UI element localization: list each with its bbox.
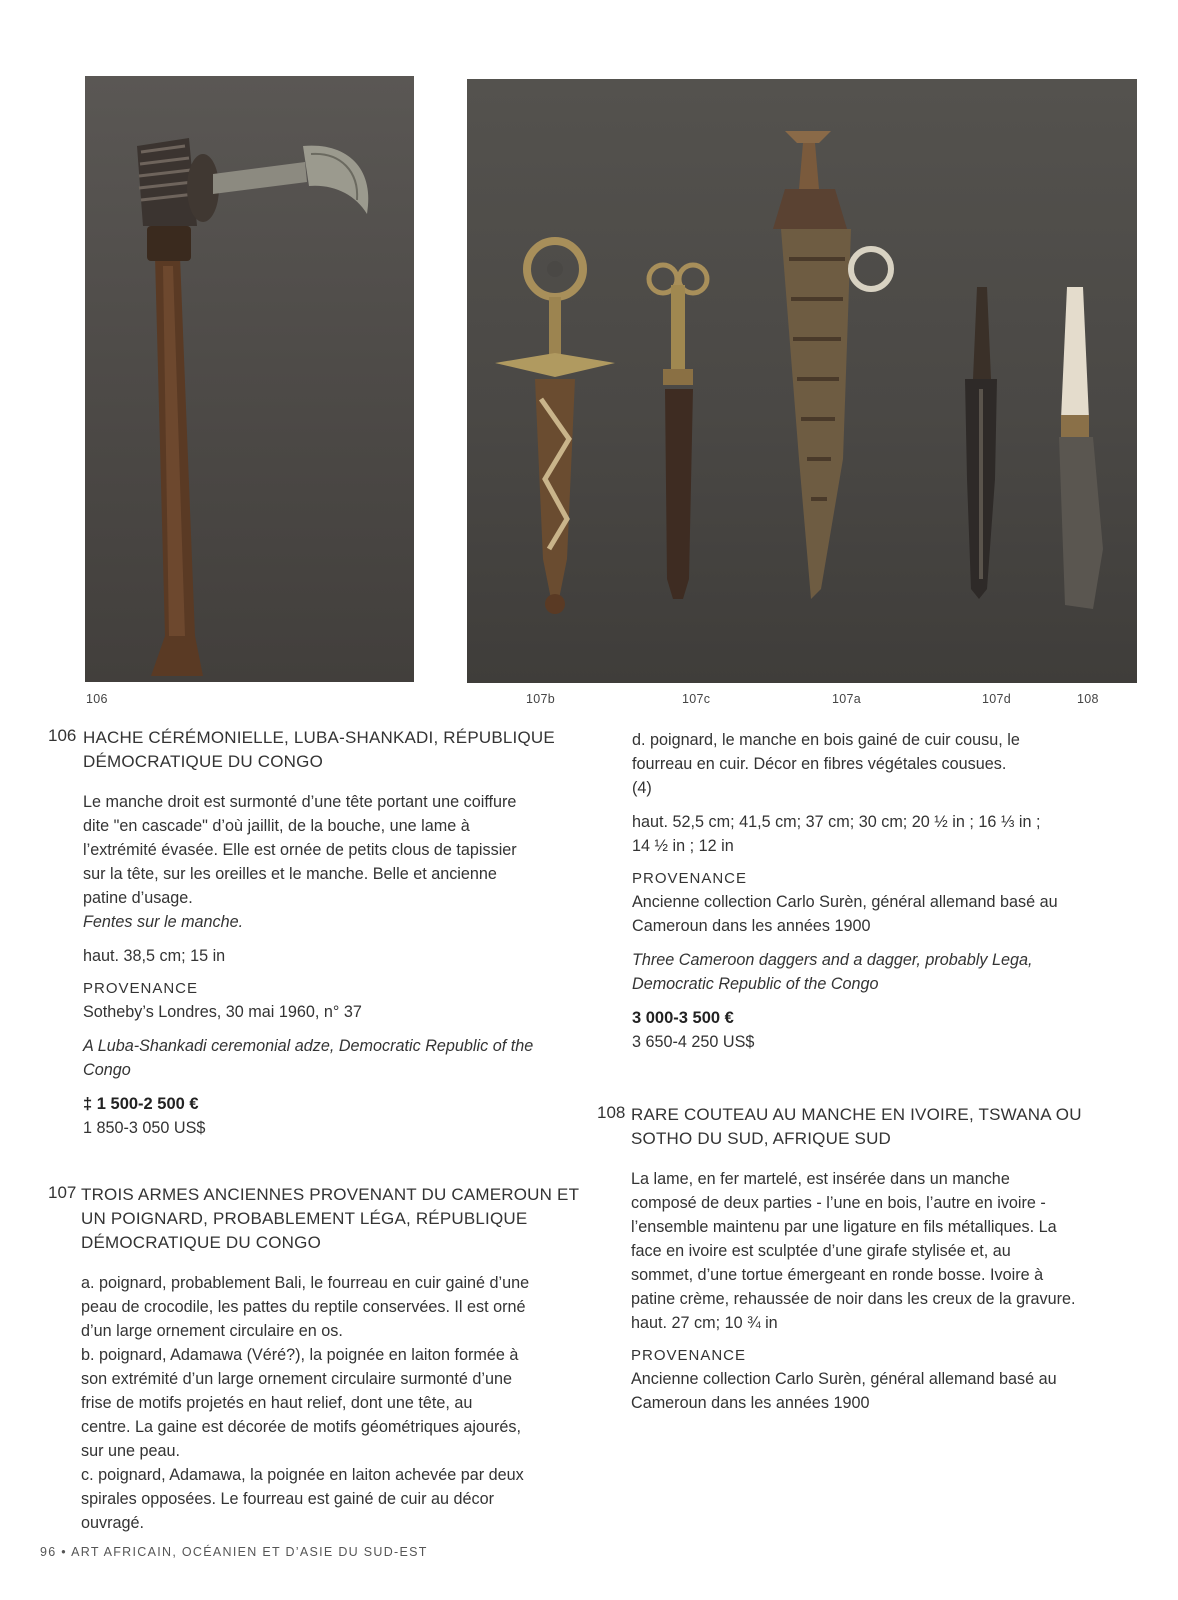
- lot-108-desc-line: l’ensemble maintenu par une ligature en fils métalliques. La: [631, 1218, 1057, 1236]
- lot-107-provenance-heading: PROVENANCE: [632, 870, 748, 887]
- photo-caption-107c: 107c: [682, 692, 711, 706]
- lot-107-desc-line: frise de motifs projetés en haut relief, dont une tête, au: [81, 1394, 473, 1412]
- lot-108-desc-line: face en ivoire est sculptée d’une girafe stylisée et, au: [631, 1242, 1011, 1260]
- dagger-107b: [495, 241, 615, 614]
- lot-107-desc-line: b. poignard, Adamawa (Véré?), la poignée en laiton formée à: [81, 1346, 519, 1364]
- lot-107-title-line-2: UN POIGNARD, PROBABLEMENT LÉGA, RÉPUBLIQUE: [81, 1209, 528, 1228]
- lot-108-desc-line: sommet, d’une tortue émergeant en ronde bosse. Ivoire à: [631, 1266, 1044, 1284]
- lot-106-title-line-1: HACHE CÉRÉMONIELLE, LUBA-SHANKADI, RÉPUBLIQUE: [83, 728, 555, 747]
- daggers-illustration: [467, 79, 1137, 683]
- lot-107-english-title: Three Cameroon daggers and a dagger, probably Lega,: [632, 951, 1033, 969]
- lot-107-desc-line: son extrémité d’un large ornement circulaire surmonté d’une: [81, 1370, 512, 1388]
- lot-107-desc-line: centre. La gaine est décorée de motifs géométriques ajourés,: [81, 1418, 522, 1436]
- lot-107-estimate-eur: 3 000-3 500 €: [632, 1009, 734, 1027]
- photo-lots-107-108: [467, 79, 1137, 683]
- footer-bullet: •: [61, 1545, 67, 1559]
- photo-caption-107b: 107b: [526, 692, 556, 706]
- lot-107-desc-line: fourreau en cuir. Décor en fibres végétales cousues.: [632, 755, 1007, 773]
- lot-108-provenance-heading: PROVENANCE: [631, 1347, 747, 1364]
- lot-107-dimensions: haut. 52,5 cm; 41,5 cm; 37 cm; 30 cm; 20 ½ in ; 16 ⅓ in ;: [632, 813, 1041, 831]
- photo-caption-107a: 107a: [832, 692, 862, 706]
- page-footer: [40, 1545, 428, 1559]
- lot-106: [83, 726, 603, 1140]
- lot-108-dimensions: haut. 27 cm; 10 ¾ in: [631, 1314, 778, 1332]
- lot-107-desc-line: peau de crocodile, les pattes du reptile conservées. Il est orné: [81, 1298, 526, 1316]
- lot-107-provenance: Ancienne collection Carlo Surèn, général allemand basé au: [632, 893, 1058, 911]
- dagger-107a: [773, 131, 891, 599]
- catalogue-section-title: ART AFRICAIN, OCÉANIEN ET D’ASIE DU SUD-EST: [71, 1545, 428, 1559]
- lot-108-desc-line: La lame, en fer martelé, est insérée dans un manche: [631, 1170, 1010, 1188]
- lot-106-desc-line: sur la tête, sur les oreilles et le manche. Belle et ancienne: [83, 865, 497, 883]
- lot-106-estimate-usd: 1 850-3 050 US$: [83, 1119, 206, 1137]
- lot-107-desc-line: a. poignard, probablement Bali, le fourreau en cuir gainé d’une: [81, 1274, 530, 1292]
- lot-106-desc-line: patine d’usage.: [83, 889, 193, 907]
- lot-107-provenance: Cameroun dans les années 1900: [632, 917, 871, 935]
- lot-106-condition: Fentes sur le manche.: [83, 913, 244, 931]
- lot-107-desc-line: spirales opposées. Le fourreau est gainé de cuir au décor: [81, 1490, 495, 1508]
- lot-107-desc-line: (4): [632, 779, 652, 797]
- photo-caption-106: 106: [86, 692, 108, 706]
- dagger-107d: [965, 287, 997, 599]
- lot-106-estimate-eur: ‡ 1 500-2 500 €: [83, 1095, 199, 1113]
- lot-108-desc-line: patine crème, rehaussée de noir dans les creux de la gravure.: [631, 1290, 1076, 1308]
- lot-107-title-line-3: DÉMOCRATIQUE DU CONGO: [81, 1233, 322, 1252]
- lot-number-108: 108: [597, 1103, 626, 1122]
- lot-106-provenance: Sotheby’s Londres, 30 mai 1960, n° 37: [83, 1003, 362, 1021]
- lot-106-desc-line: dite "en cascade" d’où jaillit, de la bouche, une lame à: [83, 817, 470, 835]
- lot-108-provenance: Ancienne collection Carlo Surèn, général allemand basé au: [631, 1370, 1057, 1388]
- lot-107-desc-line: d. poignard, le manche en bois gainé de cuir cousu, le: [632, 731, 1020, 749]
- lot-108-title-line-2: SOTHO DU SUD, AFRIQUE SUD: [631, 1129, 892, 1148]
- lot-107-desc-line: sur une peau.: [81, 1442, 180, 1460]
- lot-106-desc-line: Le manche droit est surmonté d’une tête portant une coiffure: [83, 793, 517, 811]
- lot-106-desc-line: l’extrémité évasée. Elle est ornée de petits clous de tapissier: [83, 841, 517, 859]
- lot-107-continued: [632, 728, 1152, 1054]
- lot-106-provenance-heading: PROVENANCE: [83, 980, 199, 997]
- adze-illustration: [85, 76, 414, 682]
- lot-108-provenance: Cameroun dans les années 1900: [631, 1394, 870, 1412]
- photo-caption-108: 108: [1077, 692, 1099, 706]
- lot-107-dimensions: 14 ½ in ; 12 in: [632, 837, 734, 855]
- lot-107: [81, 1183, 601, 1535]
- photo-lot-106: [85, 76, 414, 682]
- knife-108: [1059, 287, 1103, 609]
- lot-107-desc-line: d’un large ornement circulaire en os.: [81, 1322, 343, 1340]
- dagger-107c: [649, 265, 707, 599]
- lot-106-english-title: Congo: [83, 1061, 131, 1079]
- lot-number-107: 107: [48, 1183, 77, 1202]
- page-number: 96: [40, 1545, 57, 1559]
- lot-107-estimate-usd: 3 650-4 250 US$: [632, 1033, 755, 1051]
- lot-number-106: 106: [48, 726, 77, 745]
- photo-caption-107d: 107d: [982, 692, 1012, 706]
- lot-107-english-title: Democratic Republic of the Congo: [632, 975, 879, 993]
- lot-107-title-line-1: TROIS ARMES ANCIENNES PROVENANT DU CAMEROUN ET: [81, 1185, 580, 1204]
- lot-107-desc-line: c. poignard, Adamawa, la poignée en laiton achevée par deux: [81, 1466, 524, 1484]
- lot-108-title-line-1: RARE COUTEAU AU MANCHE EN IVOIRE, TSWANA OU: [631, 1105, 1082, 1124]
- lot-106-title-line-2: DÉMOCRATIQUE DU CONGO: [83, 752, 324, 771]
- lot-108: [631, 1103, 1151, 1415]
- lot-106-english-title: A Luba-Shankadi ceremonial adze, Democratic Republic of the: [83, 1037, 534, 1055]
- lot-108-desc-line: composé de deux parties - l’une en bois, l’autre en ivoire -: [631, 1194, 1046, 1212]
- lot-107-desc-line: ouvragé.: [81, 1514, 144, 1532]
- lot-106-dimensions: haut. 38,5 cm; 15 in: [83, 947, 226, 965]
